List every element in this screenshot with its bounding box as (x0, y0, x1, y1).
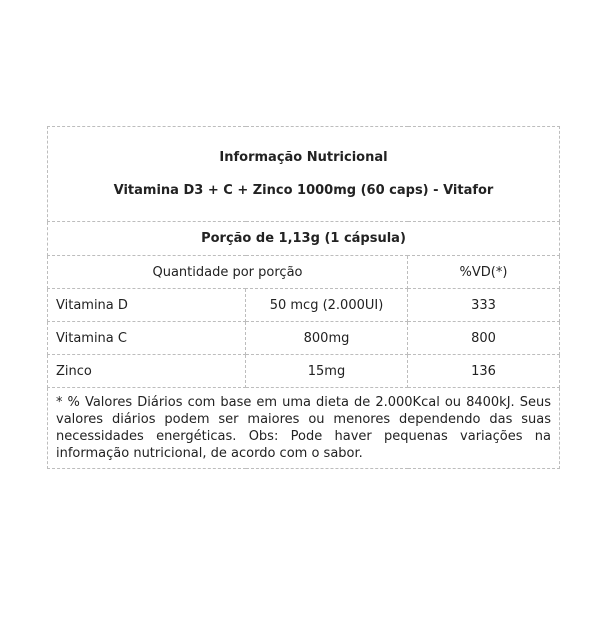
nutrient-daily-value: 136 (408, 355, 560, 388)
table-header-row (48, 127, 560, 222)
nutrient-daily-value: 800 (408, 322, 560, 355)
nutrient-amount: 15mg (246, 355, 408, 388)
footnote-row (48, 388, 560, 469)
nutrition-table (47, 126, 560, 469)
column-header-quantity: Quantidade por porção (48, 256, 408, 289)
nutrient-daily-value: 333 (408, 289, 560, 322)
nutrient-name: Vitamina C (48, 322, 246, 355)
nutrient-name: Vitamina D (48, 289, 246, 322)
table-row (48, 355, 560, 388)
column-header-row (48, 256, 560, 289)
footnote: * % Valores Diários com base em uma dieta de 2.000Kcal ou 8400kJ. Seus valores diários podem ser maiores ou menores dependendo das suas necessidades energéticas. Obs: Pode haver pequenas variações na informação nutricional, de acordo com o sabor. (48, 388, 560, 469)
table-row (48, 289, 560, 322)
nutrient-name: Zinco (48, 355, 246, 388)
nutrient-amount: 800mg (246, 322, 408, 355)
nutrient-amount: 50 mcg (2.000UI) (246, 289, 408, 322)
product-name: Vitamina D3 + C + Zinco 1000mg (60 caps) - Vitafor (113, 183, 494, 198)
serving-size: Porção de 1,13g (1 cápsula) (48, 222, 560, 256)
table-header-cell (48, 127, 560, 222)
table-row (48, 322, 560, 355)
table-title: Informação Nutricional (219, 150, 388, 165)
serving-row (48, 222, 560, 256)
column-header-daily-value: %VD(*) (408, 256, 560, 289)
